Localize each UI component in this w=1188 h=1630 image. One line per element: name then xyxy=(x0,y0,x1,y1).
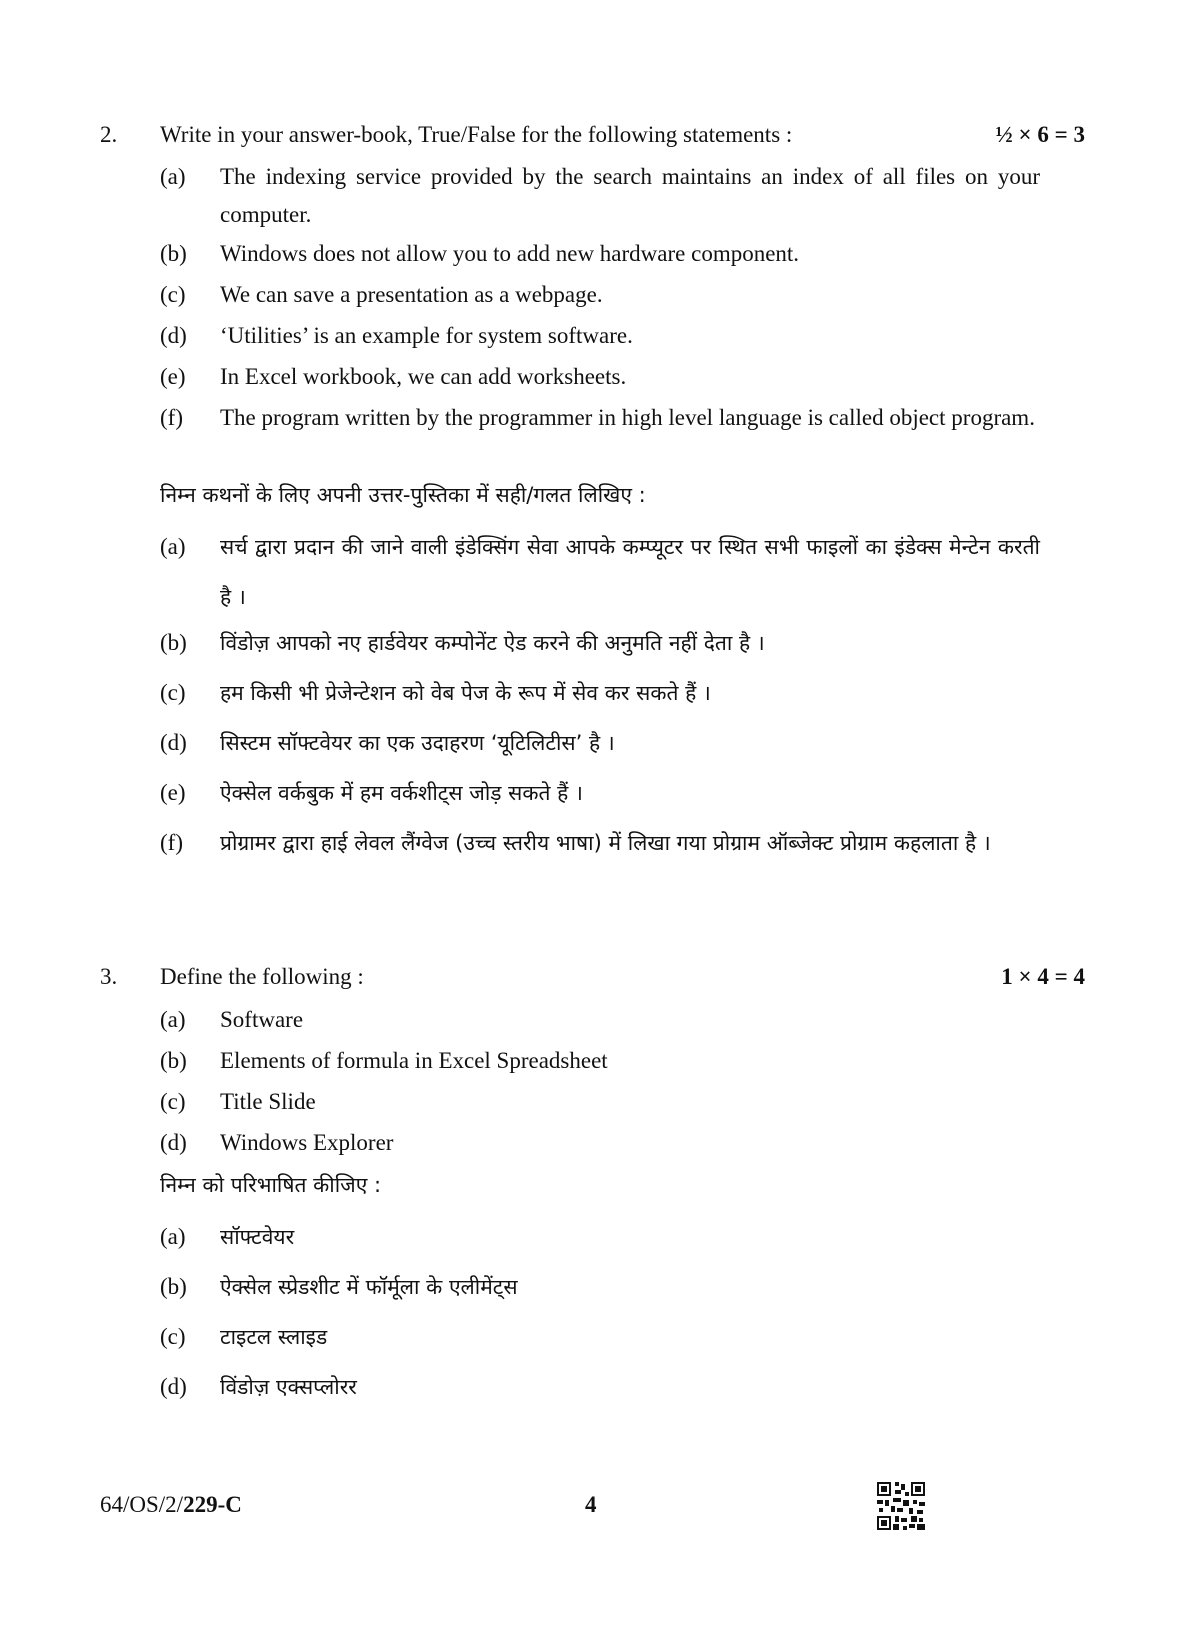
item-text: ऐक्सेल स्प्रेडशीट में फॉर्मूला के एलीमेंट्स xyxy=(220,1275,518,1299)
item-label: (d) xyxy=(160,1130,187,1155)
item-label: (d) xyxy=(160,323,187,348)
item-label: (f) xyxy=(160,405,183,430)
item-text: We can save a presentation as a webpage. xyxy=(220,282,603,307)
item-text: प्रोग्रामर द्वारा हाई लेवल लैंग्वेज (उच्च स्तरीय भाषा) में लिखा गया प्रोग्राम ऑब्जेक्ट प्रोग्राम कहलाता है । xyxy=(220,831,991,855)
question-number: 2. xyxy=(100,122,118,147)
item-text: Windows Explorer xyxy=(220,1130,394,1155)
hindi-instruction: निम्न कथनों के लिए अपनी उत्तर-पुस्तिका में सही/गलत लिखिए : xyxy=(160,483,646,507)
item-text: Title Slide xyxy=(220,1089,316,1114)
item-label: (c) xyxy=(160,282,186,307)
item-text: The program written by the programmer in high level language is called object program. xyxy=(220,405,1035,430)
item-text: ‘Utilities’ is an example for system software. xyxy=(220,323,633,348)
item-label: (b) xyxy=(160,1048,187,1073)
item-text: Windows does not allow you to add new hardware component. xyxy=(220,241,800,266)
question-marks: 1 × 4 = 4 xyxy=(1001,964,1085,989)
item-label: (b) xyxy=(160,630,187,655)
item-text: सॉफ्टवेयर xyxy=(220,1225,295,1249)
qr-code-icon xyxy=(875,1480,927,1532)
paper-code-bold: 229-C xyxy=(183,1492,242,1517)
question-text: Write in your answer-book, True/False for the following statements : xyxy=(160,122,793,147)
item-label: (a) xyxy=(160,1007,186,1032)
item-text: विंडोज़ आपको नए हार्डवेयर कम्पोनेंट ऐड करने की अनुमति नहीं देता है । xyxy=(220,631,765,655)
item-label: (c) xyxy=(160,1324,186,1349)
item-text: सर्च द्वारा प्रदान की जाने वाली इंडेक्सिंग सेवा आपके कम्प्यूटर पर स्थित सभी फाइलों का इंडेक्स मेन्टेन करती है । xyxy=(220,535,1040,609)
item-label: (a) xyxy=(160,164,186,189)
item-text: The indexing service provided by the search maintains an index of all files on your computer. xyxy=(220,164,1040,227)
item-label: (e) xyxy=(160,780,186,805)
question-text: Define the following : xyxy=(160,964,364,989)
item-label: (c) xyxy=(160,1089,186,1114)
item-label: (a) xyxy=(160,1224,186,1249)
item-label: (c) xyxy=(160,680,186,705)
question-number: 3. xyxy=(100,964,118,989)
item-text: टाइटल स्लाइड xyxy=(220,1325,328,1349)
paper-code-prefix: 64/OS/2/ xyxy=(100,1492,184,1517)
item-label: (a) xyxy=(160,534,186,559)
page-number: 4 xyxy=(585,1492,597,1517)
item-text: विंडोज़ एक्सप्लोरर xyxy=(220,1375,357,1399)
item-label: (d) xyxy=(160,1374,187,1399)
item-text: In Excel workbook, we can add worksheets. xyxy=(220,364,627,389)
item-label: (d) xyxy=(160,730,187,755)
question-marks: ½ × 6 = 3 xyxy=(995,122,1085,147)
item-label: (f) xyxy=(160,830,183,855)
item-text: ऐक्सेल वर्कबुक में हम वर्कशीट्स जोड़ सकते हैं । xyxy=(220,781,583,805)
item-text: सिस्टम सॉफ्टवेयर का एक उदाहरण ‘यूटिलिटीस’ है । xyxy=(220,731,615,755)
hindi-instruction: निम्न को परिभाषित कीजिए : xyxy=(160,1173,382,1197)
paper-code xyxy=(100,1492,242,1518)
item-label: (b) xyxy=(160,1274,187,1299)
item-label: (e) xyxy=(160,364,186,389)
item-text: Software xyxy=(220,1007,304,1032)
item-label: (b) xyxy=(160,241,187,266)
item-text: Elements of formula in Excel Spreadsheet xyxy=(220,1048,608,1073)
item-text: हम किसी भी प्रेजेन्टेशन को वेब पेज के रूप में सेव कर सकते हैं । xyxy=(220,681,711,705)
